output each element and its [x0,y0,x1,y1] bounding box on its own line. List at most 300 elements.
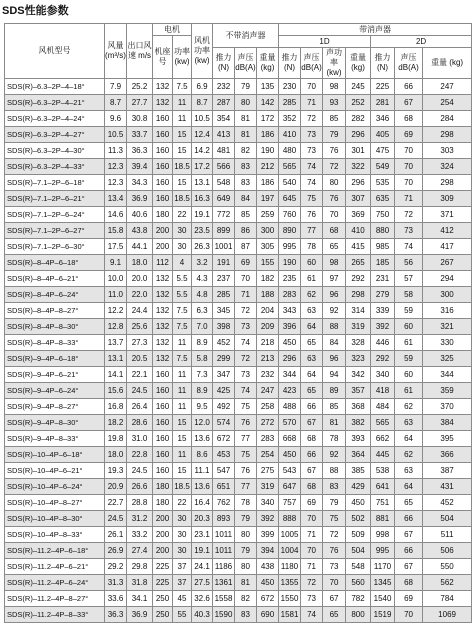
value-cell: 20.0 [127,271,153,287]
value-cell: 22.0 [127,287,153,303]
value-cell: 70 [323,575,346,591]
value-cell: 160 [153,399,173,415]
value-cell: 16.4 [192,495,213,511]
value-cell: 511 [423,527,472,543]
value-cell: 446 [371,335,395,351]
value-cell: 20.9 [105,479,127,495]
table-row [5,191,472,207]
value-cell: 296 [279,351,301,367]
value-cell: 31.3 [105,575,127,591]
value-cell: 135 [257,79,279,95]
model-cell: SDS(R)–11.2–4P–6–24° [5,575,105,591]
value-cell: 7.5 [173,319,192,335]
value-cell: 359 [423,383,472,399]
header-1d-sound-power: 声功率 (kw) [323,48,346,79]
value-cell: 245 [346,79,371,95]
value-cell: 452 [213,335,235,351]
value-cell: 995 [279,239,301,255]
value-cell: 81 [235,111,257,127]
value-cell: 29.8 [127,559,153,575]
header-thrust: 推力 (N) [213,48,235,79]
value-cell: 549 [371,159,395,175]
value-cell: 213 [257,351,279,367]
performance-table [4,23,472,623]
table-row [5,399,472,415]
value-cell: 762 [213,495,235,511]
table-row [5,351,472,367]
value-cell: 132 [153,351,173,367]
value-cell: 22.1 [127,367,153,383]
value-cell: 190 [279,255,301,271]
value-cell: 65 [395,495,423,511]
value-cell: 370 [423,399,472,415]
value-cell: 1345 [371,575,395,591]
value-cell: 79 [235,543,257,559]
value-cell: 319 [346,319,371,335]
value-cell: 60 [395,367,423,383]
table-row [5,431,472,447]
value-cell: 30.8 [127,111,153,127]
value-cell: 13.7 [105,335,127,351]
value-cell: 83 [235,607,257,623]
value-cell: 17.2 [192,159,213,175]
value-cell: 429 [346,479,371,495]
value-cell: 382 [346,415,371,431]
value-cell: 484 [371,399,395,415]
value-cell: 492 [213,399,235,415]
value-cell: 69 [235,255,257,271]
value-cell: 296 [346,127,371,143]
value-cell: 25.6 [127,319,153,335]
value-cell: 22 [173,207,192,223]
value-cell: 225 [371,79,395,95]
value-cell: 566 [213,159,235,175]
value-cell: 13.1 [192,175,213,191]
value-cell: 44.1 [127,239,153,255]
value-cell: 19.8 [105,431,127,447]
table-row [5,495,472,511]
model-cell: SDS(R)–8–4P–6–21° [5,271,105,287]
value-cell: 68 [301,431,323,447]
value-cell: 1004 [279,543,301,559]
value-cell: 396 [279,319,301,335]
value-cell: 160 [153,143,173,159]
table-row [5,367,472,383]
value-cell: 70 [301,511,323,527]
value-cell: 12.2 [105,303,127,319]
header-1d-sound-db: 声压 dB(A) [301,48,323,79]
value-cell: 75 [301,191,323,207]
model-cell: SDS(R)–6.3–2P–4–24° [5,111,105,127]
value-cell: 371 [423,207,472,223]
value-cell: 538 [371,463,395,479]
value-cell: 11.0 [105,287,127,303]
value-cell: 19.1 [192,543,213,559]
value-cell: 418 [371,383,395,399]
value-cell: 480 [279,143,301,159]
value-cell: 7.9 [105,79,127,95]
value-cell: 452 [423,495,472,511]
value-cell: 55 [173,607,192,623]
header-motor-frame: 机座号 [153,36,173,79]
value-cell: 62 [301,287,323,303]
value-cell: 31.8 [127,575,153,591]
table-row [5,575,472,591]
value-cell: 11 [173,95,192,111]
value-cell: 72 [301,111,323,127]
value-cell: 37 [173,575,192,591]
value-cell: 160 [153,127,173,143]
value-cell: 68 [301,479,323,495]
value-cell: 303 [423,143,472,159]
value-cell: 294 [423,271,472,287]
value-cell: 1170 [371,559,395,575]
value-cell: 24.1 [192,559,213,575]
value-cell: 285 [213,287,235,303]
value-cell: 14.2 [192,143,213,159]
value-cell: 80 [323,175,346,191]
value-cell: 24.4 [127,303,153,319]
table-row [5,127,472,143]
value-cell: 74 [301,607,323,623]
value-cell: 86 [235,223,257,239]
value-cell: 11.1 [192,463,213,479]
value-cell: 132 [153,79,173,95]
value-cell: 635 [371,191,395,207]
value-cell: 11 [173,335,192,351]
value-cell: 160 [153,159,173,175]
value-cell: 258 [257,399,279,415]
value-cell: 190 [257,143,279,159]
value-cell: 319 [257,479,279,495]
value-cell: 438 [257,559,279,575]
value-cell: 17.5 [105,239,127,255]
value-cell: 160 [153,367,173,383]
value-cell: 324 [423,159,472,175]
value-cell: 18.5 [173,159,192,175]
value-cell: 343 [279,303,301,319]
value-cell: 7.0 [192,319,213,335]
value-cell: 560 [346,575,371,591]
value-cell: 70 [323,207,346,223]
value-cell: 570 [279,415,301,431]
value-cell: 96 [323,351,346,367]
value-cell: 450 [257,575,279,591]
value-cell: 265 [346,255,371,271]
header-1d: 1D [279,36,371,48]
value-cell: 73 [301,127,323,143]
value-cell: 281 [371,95,395,111]
value-cell: 672 [257,591,279,607]
value-cell: 10.0 [105,271,127,287]
value-cell: 504 [423,511,472,527]
value-cell: 7.5 [173,351,192,367]
value-cell: 83 [235,175,257,191]
value-cell: 562 [423,575,472,591]
value-cell: 300 [423,287,472,303]
value-cell: 8.7 [105,95,127,111]
value-cell: 76 [235,463,257,479]
value-cell: 15 [173,415,192,431]
value-cell: 180 [153,207,173,223]
model-cell: SDS(R)–7.1–2P–6–24° [5,207,105,223]
value-cell: 772 [213,207,235,223]
value-cell: 30 [173,527,192,543]
value-cell: 77 [235,431,257,447]
value-cell: 12.3 [105,159,127,175]
value-cell: 67 [395,559,423,575]
value-cell: 73 [235,367,257,383]
model-cell: SDS(R)–9–4P–8–27° [5,399,105,415]
value-cell: 985 [371,239,395,255]
value-cell: 28.8 [127,495,153,511]
model-cell: SDS(R)–10–4P–8–30° [5,511,105,527]
value-cell: 283 [279,287,301,303]
value-cell: 398 [213,319,235,335]
value-cell: 160 [153,463,173,479]
header-outlet-speed: 出口风速 m/s [127,24,153,79]
value-cell: 1180 [279,559,301,575]
value-cell: 63 [395,415,423,431]
value-cell: 647 [279,479,301,495]
table-row [5,527,472,543]
value-cell: 88 [323,319,346,335]
value-cell: 431 [423,479,472,495]
value-cell: 64 [395,479,423,495]
value-cell: 132 [153,319,173,335]
value-cell: 74 [301,175,323,191]
value-cell: 890 [279,223,301,239]
value-cell: 30 [173,223,192,239]
value-cell: 72 [395,207,423,223]
value-cell: 12.4 [192,127,213,143]
value-cell: 73 [395,223,423,239]
value-cell: 7.5 [173,79,192,95]
value-cell: 453 [213,447,235,463]
value-cell: 58 [395,287,423,303]
value-cell: 79 [323,495,346,511]
value-cell: 405 [371,127,395,143]
value-cell: 200 [153,543,173,559]
value-cell: 548 [213,175,235,191]
value-cell: 641 [371,479,395,495]
value-cell: 77 [301,223,323,239]
table-row [5,447,472,463]
value-cell: 73 [235,319,257,335]
header-motor-power: 功率 (kw) [173,36,192,79]
value-cell: 15 [173,463,192,479]
table-row [5,303,472,319]
value-cell: 70 [395,607,423,623]
value-cell: 14.6 [105,207,127,223]
header-2d-thrust: 推力 (N) [371,48,395,79]
value-cell: 204 [257,303,279,319]
value-cell: 61 [395,383,423,399]
value-cell: 78 [301,239,323,255]
value-cell: 73 [301,143,323,159]
model-cell: SDS(R)–6.3–2P–4–18° [5,79,105,95]
value-cell: 92 [323,303,346,319]
value-cell: 25.2 [127,79,153,95]
value-cell: 66 [395,79,423,95]
value-cell: 757 [279,495,301,511]
value-cell: 70 [301,543,323,559]
value-cell: 98 [323,255,346,271]
value-cell: 7.5 [173,303,192,319]
value-cell: 160 [153,175,173,191]
value-cell: 76 [235,415,257,431]
value-cell: 225 [153,559,173,575]
model-cell: SDS(R)–9–4P–6–21° [5,367,105,383]
value-cell: 394 [257,543,279,559]
table-row [5,287,472,303]
value-cell: 316 [423,303,472,319]
value-cell: 186 [257,175,279,191]
model-cell: SDS(R)–6.3–2P–4–30° [5,143,105,159]
value-cell: 132 [153,95,173,111]
value-cell: 506 [423,543,472,559]
value-cell: 85 [323,399,346,415]
value-cell: 15.8 [105,223,127,239]
model-cell: SDS(R)–9–4P–8–33° [5,431,105,447]
table-header [5,24,472,79]
value-cell: 410 [279,127,301,143]
model-cell: SDS(R)–11.2–4P–6–18° [5,543,105,559]
value-cell: 247 [423,79,472,95]
value-cell: 27.5 [192,575,213,591]
value-cell: 16.3 [192,191,213,207]
value-cell: 6.3 [192,303,213,319]
value-cell: 782 [346,591,371,607]
value-cell: 1069 [423,607,472,623]
value-cell: 340 [371,367,395,383]
value-cell: 83 [235,159,257,175]
table-row [5,511,472,527]
value-cell: 70 [395,175,423,191]
model-cell: SDS(R)–10–4P–6–21° [5,463,105,479]
value-cell: 69 [301,495,323,511]
value-cell: 56 [395,255,423,271]
value-cell: 352 [279,111,301,127]
value-cell: 14.1 [105,367,127,383]
value-cell: 23.5 [192,223,213,239]
value-cell: 89 [323,383,346,399]
value-cell: 450 [279,447,301,463]
value-cell: 85 [323,111,346,127]
table-row [5,479,472,495]
model-cell: SDS(R)–6.3–2P–4–33° [5,159,105,175]
header-2d-sound-db: 声压 dB(A) [395,48,423,79]
value-cell: 232 [257,367,279,383]
model-cell: SDS(R)–10–4P–8–33° [5,527,105,543]
value-cell: 69 [395,127,423,143]
value-cell: 5.5 [173,271,192,287]
value-cell: 65 [301,335,323,351]
value-cell: 172 [257,111,279,127]
value-cell: 250 [153,591,173,607]
value-cell: 200 [153,223,173,239]
table-row [5,607,472,623]
table-row [5,79,472,95]
value-cell: 395 [423,431,472,447]
value-cell: 182 [257,271,279,287]
value-cell: 160 [153,447,173,463]
value-cell: 1590 [213,607,235,623]
value-cell: 321 [423,319,472,335]
value-cell: 93 [323,95,346,111]
value-cell: 328 [346,335,371,351]
value-cell: 22.7 [105,495,127,511]
value-cell: 75 [235,447,257,463]
value-cell: 78 [323,431,346,447]
model-cell: SDS(R)–6.3–2P–4–21° [5,95,105,111]
value-cell: 410 [346,223,371,239]
value-cell: 72 [323,527,346,543]
model-cell: SDS(R)–7.1–2P–6–21° [5,191,105,207]
table-row [5,255,472,271]
value-cell: 71 [301,95,323,111]
value-cell: 412 [423,223,472,239]
value-cell: 24.5 [127,383,153,399]
value-cell: 344 [279,367,301,383]
value-cell: 287 [213,95,235,111]
value-cell: 185 [371,255,395,271]
value-cell: 82 [235,591,257,607]
model-cell: SDS(R)–8–4P–6–24° [5,287,105,303]
value-cell: 132 [153,271,173,287]
value-cell: 364 [346,447,371,463]
value-cell: 15 [173,143,192,159]
value-cell: 413 [213,127,235,143]
table-row [5,335,472,351]
value-cell: 13.6 [192,431,213,447]
value-cell: 800 [346,607,371,623]
value-cell: 502 [346,511,371,527]
header-airflow: 风量 (m³/s) [105,24,127,79]
value-cell: 296 [346,175,371,191]
value-cell: 339 [371,303,395,319]
value-cell: 70 [395,143,423,159]
value-cell: 28.6 [127,415,153,431]
value-cell: 67 [323,591,346,607]
value-cell: 27.3 [127,335,153,351]
value-cell: 66 [301,399,323,415]
value-cell: 357 [346,383,371,399]
value-cell: 36.3 [105,607,127,623]
value-cell: 64 [301,367,323,383]
value-cell: 67 [301,463,323,479]
value-cell: 425 [213,383,235,399]
value-cell: 12.3 [105,175,127,191]
value-cell: 79 [235,79,257,95]
value-cell: 11 [173,447,192,463]
value-cell: 547 [213,463,235,479]
model-cell: SDS(R)–11.2–4P–8–27° [5,591,105,607]
value-cell: 67 [395,527,423,543]
value-cell: 132 [153,335,173,351]
value-cell: 504 [346,543,371,559]
value-cell: 279 [371,287,395,303]
value-cell: 231 [371,271,395,287]
value-cell: 33.7 [127,127,153,143]
value-cell: 284 [423,111,472,127]
table-row [5,143,472,159]
value-cell: 305 [257,239,279,255]
value-cell: 751 [371,495,395,511]
value-cell: 7.3 [192,367,213,383]
value-cell: 760 [279,207,301,223]
table-row [5,383,472,399]
